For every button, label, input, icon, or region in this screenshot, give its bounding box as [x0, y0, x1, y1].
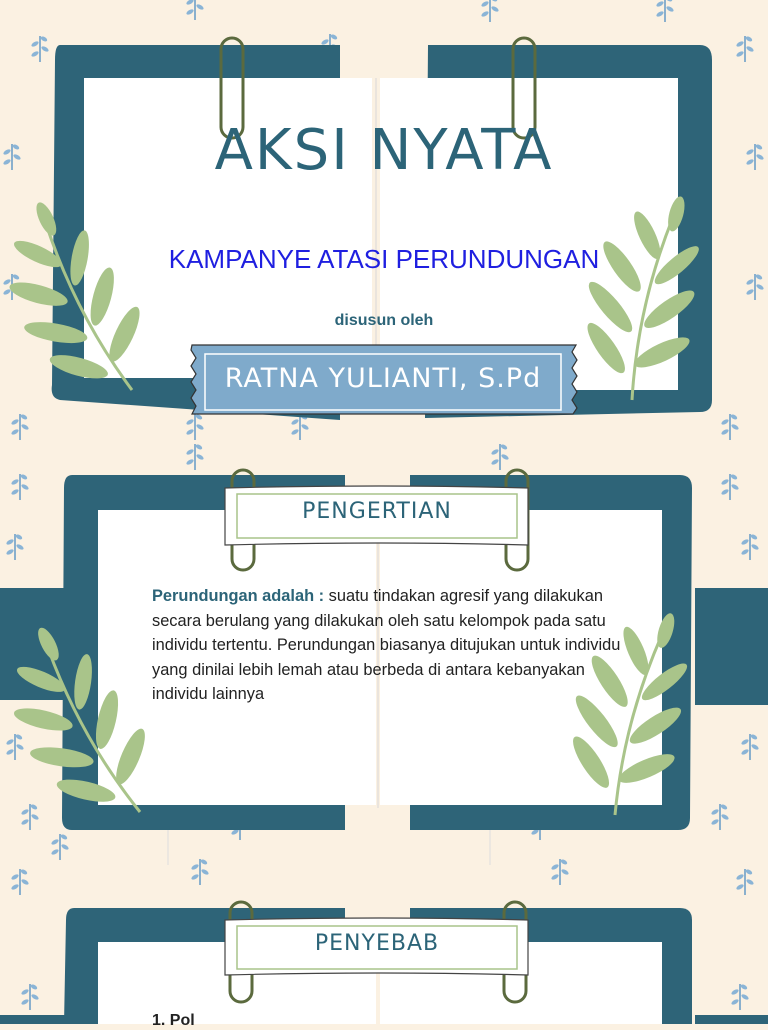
definition-heading: PENGERTIAN	[302, 499, 452, 524]
causes-list-first-item: 1. Pol	[152, 1012, 195, 1029]
definition-body: suatu tindakan agresif yang dilakukan secara berulang yang dilakukan oleh satu kelompok pada satu individu tertentu. Perundungan biasanya ditujukan untuk individu yang dinilai lebih lemah atau berbeda di antara kebanyakan individu lainnya	[152, 587, 621, 704]
cover-subtitle: KAMPANYE ATASI PERUNDUNGAN	[168, 244, 600, 274]
causes-heading: PENYEBAB	[314, 931, 440, 956]
cover-title: AKSI NYATA	[214, 118, 554, 183]
author-name: RATNA YULIANTI, S.Pd	[224, 363, 542, 394]
cover-byline: disusun oleh	[334, 312, 434, 329]
definition-lead: Perundungan adalah :	[152, 587, 325, 605]
definition-paragraph	[152, 584, 622, 707]
